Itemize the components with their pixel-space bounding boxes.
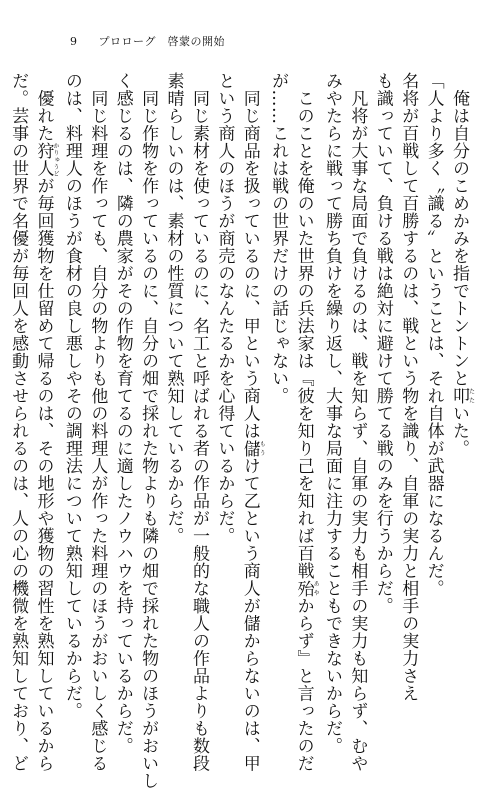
- text-line: 「人より多く〝識る〟ということは、それ自体が武器になるんだ。: [423, 72, 444, 597]
- text-line: 俺は自分のこめかみを指でトントンと叩たたいた。: [449, 72, 475, 457]
- text-line: 素晴らしいのは、素材の性質について熟知しているからだ。: [163, 72, 184, 545]
- furigana-reading: かりゅうど: [52, 142, 59, 177]
- text-line: のは、料理人のほうが食材の良し悪しやその調理法について熟知しているからだ。: [61, 72, 82, 720]
- furigana-word: 狩人かりゅうど: [33, 142, 59, 177]
- text-line: みやたらに戦って勝ち負けを繰り返し、大事な局面に注力することもできないからだ。: [321, 72, 342, 755]
- furigana-word: 儲もう: [239, 439, 266, 457]
- furigana-reading: たた: [467, 387, 475, 405]
- furigana-word: 叩たた: [449, 387, 475, 405]
- body-text: [8, 72, 475, 790]
- text-line: このことを俺のいた世界の兵法家は『彼を知り己を知れば百戦殆あやからず』と言ったのだ: [293, 72, 320, 772]
- text-line: く感じるのは、隣の農家がその作物を育てるのに適したノウハウを持っているからだ。: [112, 72, 133, 755]
- furigana-word: 殆あや: [293, 579, 320, 597]
- chapter-title: プロローグ 啓蒙の開始: [98, 35, 225, 48]
- text-line: だ。芸事の世界で名優が毎回人を感動させられるのは、人の心の機微を熟知しており、ど: [8, 72, 29, 772]
- text-line: 凡将が大事な局面で負けるのは、戦を知らず、自軍の実力も相手の実力も知らず、むや: [347, 72, 368, 772]
- text-line: 名将が百戦して百勝するのは、戦という物を識り、自軍の実力と相手の実力さえ: [398, 72, 419, 702]
- page-number: 9: [70, 35, 77, 48]
- text-line: 同じ作物を作っているのに、自分の畑で採れた物よりも隣の畑で採れた物のほうがおいし: [138, 72, 159, 790]
- text-line: 同じ素材を使っているのに、名工と呼ばれる者の作品が一般的な職人の作品よりも数段: [188, 72, 209, 772]
- furigana-reading: もう: [258, 439, 266, 457]
- text-line: という商人のほうが商売のなんたるかを心得ているからだ。: [214, 72, 235, 545]
- text-line: 同じ商品を扱っているのに、甲という商人は儲もうけて乙という商人が儲からないのは、甲: [239, 72, 266, 772]
- furigana-reading: あや: [312, 579, 320, 597]
- text-line: 同じ料理を作っても、自分の物よりも他の料理人が作った料理のほうがおいしく感じる: [87, 72, 108, 772]
- running-header: [70, 34, 225, 50]
- text-line: も識っていて、負ける戦は絶対に避けて勝てる戦のみを行うからだ。: [372, 72, 393, 615]
- text-line: が……これは戦の世界だけの話じゃない。: [268, 72, 289, 405]
- text-line: 優れた狩人かりゅうどが毎回獲物を仕留めて帰るのは、その地形や獲物の習性を熟知しているから: [33, 72, 59, 772]
